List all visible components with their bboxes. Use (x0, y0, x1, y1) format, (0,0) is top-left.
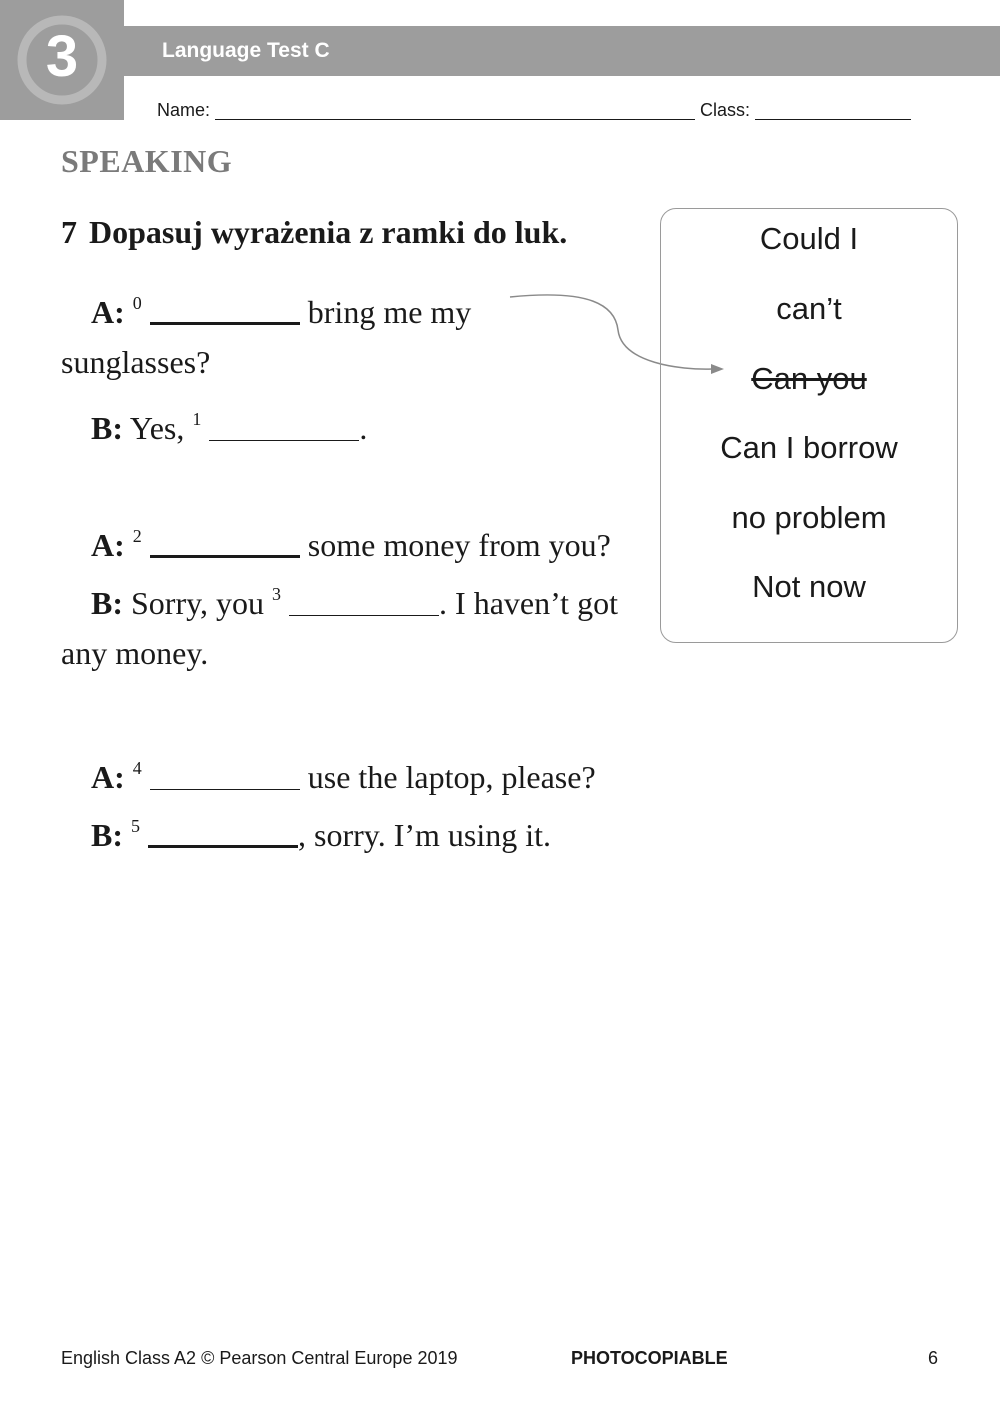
line-text: , sorry. I’m using it. (298, 817, 552, 853)
instruction-text: Dopasuj wyrażenia z ramki do luk. (89, 214, 568, 250)
unit-number: 3 (45, 24, 79, 89)
gap-number: 3 (272, 584, 282, 604)
word-option[interactable]: no problem (731, 500, 887, 535)
test-title: Language Test C (162, 39, 330, 62)
speaker-label: A: (91, 527, 125, 563)
dialogue-line-0-cont: sunglasses? (61, 344, 211, 380)
footer-photocopiable: PHOTOCOPIABLE (571, 1348, 728, 1368)
gap-2-input[interactable] (150, 527, 300, 558)
line-text: some money from you? (307, 527, 611, 563)
gap-number: 5 (131, 816, 140, 836)
line-text: use the laptop, please? (307, 759, 596, 795)
unit-badge (0, 0, 124, 120)
word-option[interactable]: Can I borrow (720, 430, 898, 465)
dialogue-line-0 (91, 283, 471, 332)
word-option-example: Can you (751, 361, 867, 396)
dialogue-line-2 (91, 516, 611, 565)
word-box (660, 208, 958, 643)
word-option[interactable]: can’t (776, 291, 842, 326)
dialogue-line-5 (91, 806, 551, 855)
gap-5-input[interactable] (148, 817, 298, 848)
speaker-label: B: (91, 817, 123, 853)
exercise-number: 7 (61, 214, 77, 250)
gap-1-input[interactable] (209, 412, 359, 441)
line-text: . (359, 410, 368, 446)
speaker-label: A: (91, 294, 125, 330)
header-bar (124, 26, 1000, 76)
line-text: . I haven’t got (439, 585, 618, 621)
gap-number: 0 (132, 293, 142, 313)
dialogue-line-3-cont: any money. (61, 635, 209, 671)
line-text: Sorry, you (131, 585, 265, 621)
gap-3-input[interactable] (289, 587, 439, 616)
gap-number: 4 (132, 758, 142, 778)
footer-copyright: English Class A2 © Pearson Central Europe 2019 (61, 1348, 458, 1368)
class-label: Class: (700, 100, 751, 120)
speaker-label: B: (91, 585, 123, 621)
gap-0-answer[interactable] (150, 294, 300, 325)
dialogue-line-1 (91, 399, 367, 448)
exercise-instruction (61, 214, 567, 251)
name-class-line (157, 100, 911, 121)
speaker-label: A: (91, 759, 125, 795)
dialogue-line-3 (91, 574, 618, 623)
line-text: bring me my (307, 294, 472, 330)
page-number: 6 (928, 1348, 939, 1368)
section-title: SPEAKING (61, 143, 233, 179)
dialogue-line-4 (91, 748, 596, 797)
gap-number: 2 (132, 526, 142, 546)
speaker-label: B: (91, 410, 123, 446)
word-option[interactable]: Could I (759, 221, 859, 256)
line-text: Yes, (129, 410, 185, 446)
gap-4-input[interactable] (150, 761, 300, 790)
name-field[interactable] (215, 101, 695, 120)
word-option[interactable]: Not now (752, 569, 866, 604)
gap-number: 1 (192, 409, 202, 429)
name-label: Name: (157, 100, 211, 120)
class-field[interactable] (755, 101, 911, 120)
